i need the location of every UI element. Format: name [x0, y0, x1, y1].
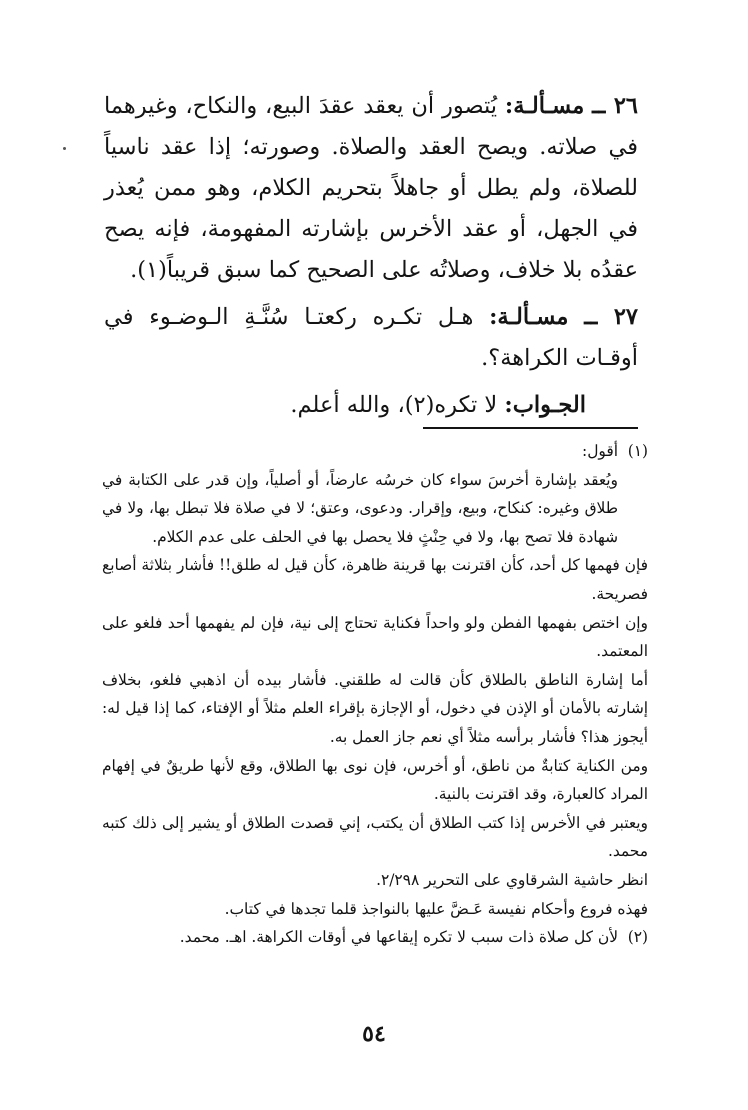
footnote-paragraph: ويعتبر في الأخرس إذا كتب الطلاق أن يكتب، إني قصدت الطلاق أو يشير إلى ذلك كتبه محمد. [102, 813, 648, 861]
footnote-reference: انظر حاشية الشرقاوي على التحرير ٢/٢٩٨. [376, 870, 648, 889]
footnote-paragraph: فإن فهمها كل أحد، كأن اقترنت بها قرينة ظاهرة، كأن قيل له طلق!! فأشار بثلاثة أصابع فصريحة. [102, 556, 648, 603]
page-number: ٥٤ [362, 1021, 386, 1047]
footnote-number: (١) [627, 442, 648, 460]
question-26 [104, 86, 638, 291]
footnote-paragraph: أما إشارة الناطق بالطلاق كأن قالت له طلقني. فأشار بيده أن اذهبي فلغو، بخلاف إشارته بالأمان أو الإذن في دخول، أو الإجازة بإقراء العلم مثلاً أو الإفتاء، كما إذا قيل له: أيجوز هذا؟ فأشار برأسه مثلاً أي نعم جاز العمل به. [102, 670, 648, 746]
footnote-paragraph: وإن اختص بفهمها الفطن ولو واحداً فكناية تحتاج إلى نية، فإن لم يفهمها أحد فلغو على المعتمد. [102, 613, 648, 661]
footnote-2 [102, 923, 648, 952]
footnote-paragraph: ويُعقد بإشارة أخرسَ سواء كان خرسُه عارضاً، أو أصلياً، وإن قدر على الكتابة في طلاق وغيره: كنكاح، وبيع، وإقرار. ودعوى، وعتق؛ لا في صلاة فلا تبطل بها، ولا في شهادة فلا تصح بها، ولا في حِنْثٍ فلا يحصل بها في الحلف على عدم الكلام. [102, 470, 618, 546]
footnote-text: لأن كل صلاة ذات سبب لا تكره إيقاعها في أوقات الكراهة. اهـ. محمد. [179, 928, 618, 947]
question-text: هـل تكـره ركعتـا سُنَّـةِ الـوضـوء في أوقـات الكراهة؟. [104, 304, 638, 371]
answer-text: لا تكره(٢)، والله أعلم. [290, 392, 498, 418]
footnotes [102, 437, 648, 952]
scan-speck [63, 147, 66, 150]
question-text: يُتصور أن يعقد عقدَ البيع، والنكاح، وغيرهما في صلاته. ويصح العقد والصلاة. وصورته؛ إذا عقد ناسياً للصلاة، ولم يطل أو جاهلاً بتحريم الكلام، وهو ممن يُعذر في الجهل، أو عقد الأخرس بإشارته المفهومة، فإنه يصح عقدُه بلا خلاف، وصلاتُه على الصحيح كما سبق قريباً(١). [104, 93, 638, 283]
footnote-intro: أقول: [582, 442, 618, 460]
question-number: ٢٧ ــ [584, 304, 638, 330]
question-27 [104, 297, 638, 379]
question-label: مسـألـة: [489, 304, 569, 330]
footnote-number: (٢) [627, 928, 648, 947]
footnote-paragraph: فهذه فروع وأحكام نفيسة عَـضَّ عليها بالنواجذ قلما تجدها في كتاب. [224, 899, 648, 918]
answer [104, 385, 638, 426]
question-number: ٢٦ ــ [592, 93, 639, 119]
answer-label: الجـواب: [504, 392, 586, 418]
question-label: مسـألـة: [504, 93, 585, 119]
main-text [104, 86, 638, 426]
footnote-separator [423, 427, 638, 429]
footnote-paragraph: ومن الكناية كتابةٌ من ناطق، أو أخرس، فإن نوى بها الطلاق، وقع لأنها طريقٌ في إفهام المراد كالعبارة، وقد اقترنت بالنية. [102, 756, 648, 804]
footnote-1 [102, 437, 648, 466]
